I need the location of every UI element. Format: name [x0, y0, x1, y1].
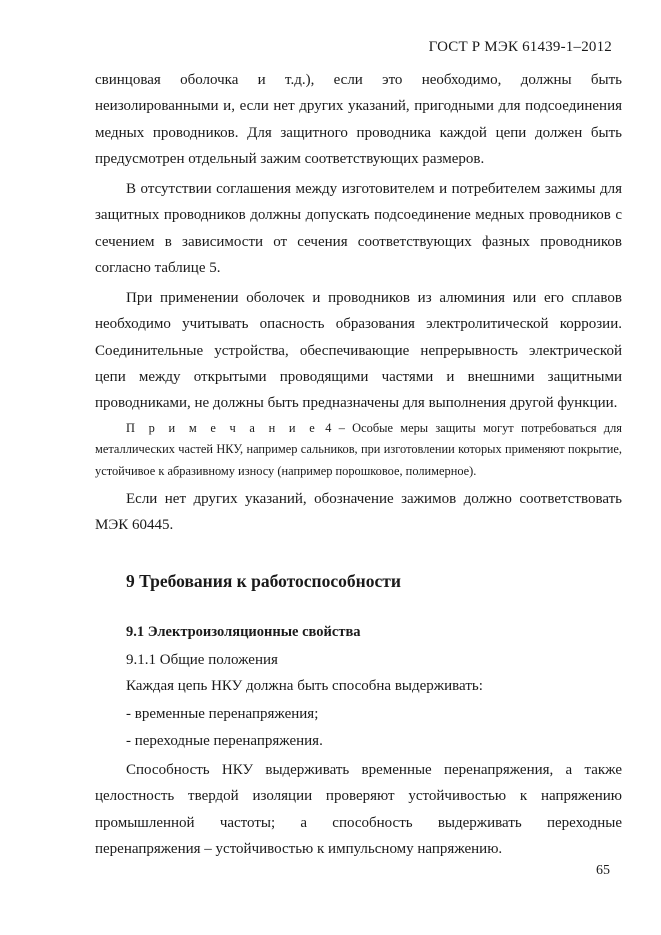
item-heading: 9.1.1 Общие положения [126, 652, 278, 668]
paragraph-terminals-continued: свинцовая оболочка и т.д.), если это необходимо, должны быть неизолированными и, если нет других указаний, пригодными для подсоединения медных проводников. Для защитного проводника каждой цепи должен быть предусмотрен отдельный зажим соответствующих размеров. [95, 72, 622, 167]
note-label: П р и м е ч а н и е [126, 421, 318, 435]
paragraph-intro: Каждая цепь НКУ должна быть способна выдерживать: [126, 678, 483, 694]
note-text: 4 – Особые меры защиты могут потребоваться для металлических частей НКУ, например сальников, при изготовлении которых применяют покрытие, устойчивое к абразивному износу (например порошковое, полимерное). [95, 421, 622, 478]
subsection-heading: 9.1 Электроизоляционные свойства [126, 624, 361, 640]
paragraph-voltage-withstand: Способность НКУ выдерживать временные перенапряжения, а также целостность твердой изоляции проверяют устойчивостью к напряжению промышленной частоты; а способность выдерживать переходные перенапряжения – устойчивостью к импульсному напряжению. [95, 762, 622, 857]
paragraph-aluminium-corrosion: При применении оболочек и проводников из алюминия или его сплавов необходимо учитывать опасность образования электролитической коррозии. Соединительные устройства, обеспечивающие непрерывность электрической цепи между открытыми проводящими частями и внешними защитными проводниками, не должны быть предназначены для выполнения другой функции. [95, 290, 622, 412]
document-header: ГОСТ Р МЭК 61439-1–2012 [428, 39, 612, 55]
page-number: 65 [596, 863, 610, 878]
section-heading: 9 Требования к работоспособности [126, 571, 401, 591]
note-4 [95, 418, 622, 482]
paragraph-terminal-marking: Если нет других указаний, обозначение зажимов должно соответствовать МЭК 60445. [95, 491, 622, 534]
paragraph-protective-conductors: В отсутствии соглашения между изготовителем и потребителем зажимы для защитных проводников должны допускать подсоединение медных проводников с сечением в зависимости от сечения соответствующих фазных проводников согласно таблице 5. [95, 181, 622, 276]
list-item: - временные перенапряжения; [126, 706, 319, 722]
list-item: - переходные перенапряжения. [126, 733, 323, 749]
